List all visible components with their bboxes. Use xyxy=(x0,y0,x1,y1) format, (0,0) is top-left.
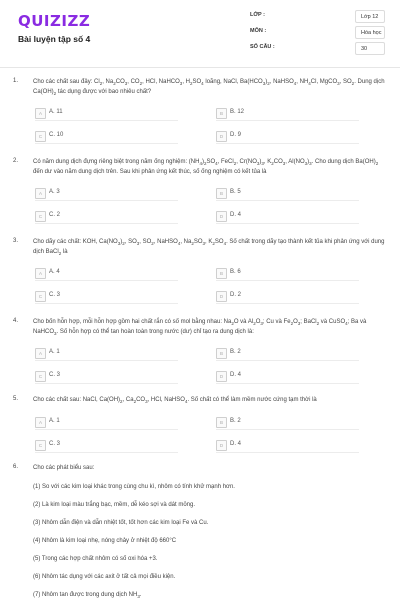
option-underline xyxy=(35,429,178,430)
option-key-box: D xyxy=(216,131,227,142)
option-text: C. 2 xyxy=(49,212,61,218)
option-text: B. 2 xyxy=(230,349,241,355)
option-underline xyxy=(35,452,178,453)
option-underline xyxy=(216,429,359,430)
option-b[interactable] xyxy=(216,108,359,121)
question-number: 4. xyxy=(13,318,19,324)
option-c[interactable] xyxy=(35,211,178,224)
question-number: 5. xyxy=(13,396,19,402)
option-d[interactable] xyxy=(216,440,359,453)
option-key-box: A xyxy=(35,268,46,279)
option-key-box: D xyxy=(216,440,227,451)
option-underline xyxy=(35,143,178,144)
option-text: C. 3 xyxy=(49,372,61,378)
option-c[interactable] xyxy=(35,131,178,144)
option-text: D. 2 xyxy=(230,292,242,298)
option-underline xyxy=(35,383,178,384)
option-underline xyxy=(35,200,178,201)
option-text: D. 9 xyxy=(230,132,242,138)
option-key-box: D xyxy=(216,291,227,302)
question-text: Cho các chất sau đây: $Cl_2$, $Na_2CO_3$, $CO_2$, HCl, NaHCO$_3$, $H_2SO_4$ loãng, NaCl, $Ba(HCO_3)_2$, NaHSO$_4$, $NH_4Cl$, MgCO$_3$, $SO_2$. Dung dịch $Ca(OH)_2$ tác dụng được với bao nhiêu chất? xyxy=(33,79,385,97)
option-text: B. 2 xyxy=(230,418,241,424)
header-divider xyxy=(0,67,400,68)
option-c[interactable] xyxy=(35,371,178,384)
option-key-box: A xyxy=(35,348,46,359)
option-b[interactable] xyxy=(216,268,359,281)
meta-value: Lớp 12 xyxy=(355,10,385,23)
option-d[interactable] xyxy=(216,211,359,224)
option-text: A. 1 xyxy=(49,349,60,355)
question-text: Có năm dung dịch đựng riêng biệt trong năm ống nghiệm: $(NH_4)_2SO_4$, FeCl$_2$, $Cr(NO_3)_3$, $K_2CO_3$, $Al(NO_3)_3$. Cho dung dịch $Ba(OH)_2$ đến dư vào năm dung dịch trên. Sau khi phản ứng kết thúc, số ống nghiệm có kết tủa là xyxy=(33,159,379,176)
option-a[interactable] xyxy=(35,268,178,281)
worksheet-header xyxy=(0,0,400,68)
option-key-box: A xyxy=(35,108,46,119)
meta-value: 30 xyxy=(355,42,385,55)
meta-value: Hóa học xyxy=(355,26,385,39)
question-text: Cho bốn hỗn hợp, mỗi hỗn hợp gồm hai chất rắn có số mol bằng nhau: $Na_2O$ và $Al_2O_3$; Cu và $Fe_2O_3$; BaCl$_2$ và CuSO$_4$; Ba và NaHCO$_3$. Số hỗn hợp có thể tan hoàn toàn trong nước (dư) chỉ tạo ra dung dịch là: xyxy=(33,319,367,337)
option-text: C. 3 xyxy=(49,292,61,298)
option-underline xyxy=(216,452,359,453)
option-text: A. 11 xyxy=(49,109,63,115)
option-text: C. 10 xyxy=(49,132,64,138)
option-text: A. 1 xyxy=(49,418,60,424)
question-number: 6. xyxy=(13,464,19,470)
option-d[interactable] xyxy=(216,291,359,304)
option-underline xyxy=(216,383,359,384)
question-text: Cho dãy các chất: KOH, $Ca(NO_3)_2$, $SO_3$, $SO_2$, NaHSO$_4$, $Na_2SO_3$, $K_2SO_4$. Số chất trong dãy tạo thành kết tủa khi phản ứng với dung dịch BaCl$_2$ là xyxy=(33,239,385,257)
option-text: B. 5 xyxy=(230,189,241,195)
option-underline xyxy=(216,200,359,201)
question-number: 2. xyxy=(13,158,19,164)
option-underline xyxy=(216,303,359,304)
statement-1: (1) So với các kim loại khác trong cùng chu kì, nhôm có tính khử mạnh hơn. xyxy=(33,484,235,490)
option-b[interactable] xyxy=(216,188,359,201)
option-b[interactable] xyxy=(216,348,359,361)
option-text: B. 6 xyxy=(230,269,241,275)
option-key-box: D xyxy=(216,211,227,222)
option-text: C. 3 xyxy=(49,441,61,447)
option-underline xyxy=(35,120,178,121)
option-b[interactable] xyxy=(216,417,359,430)
statement-2: (2) Là kim loại màu trắng bạc, mềm, dễ kéo sợi và dát mỏng. xyxy=(33,502,196,508)
worksheet-meta xyxy=(250,10,390,58)
quizizz-logo: QUIZIZZ xyxy=(18,12,91,30)
option-key-box: B xyxy=(216,417,227,428)
option-c[interactable] xyxy=(35,440,178,453)
option-underline xyxy=(216,223,359,224)
option-a[interactable] xyxy=(35,417,178,430)
option-text: D. 4 xyxy=(230,372,242,378)
option-underline xyxy=(35,280,178,281)
option-text: D. 4 xyxy=(230,212,242,218)
meta-label: LỚP : xyxy=(250,12,265,18)
option-key-box: B xyxy=(216,348,227,359)
worksheet-title: Bài luyện tập số 4 xyxy=(18,34,91,44)
option-key-box: B xyxy=(216,188,227,199)
option-a[interactable] xyxy=(35,108,178,121)
question-number: 3. xyxy=(13,238,19,244)
option-key-box: C xyxy=(35,131,46,142)
statement-5: (5) Trong các hợp chất nhôm có số oxi hóa +3. xyxy=(33,556,158,562)
meta-row-subject xyxy=(250,26,390,41)
statement-6: (6) Nhôm tác dụng với các axit ở tất cả mọi điều kiện. xyxy=(33,574,176,580)
option-key-box: C xyxy=(35,211,46,222)
option-text: A. 3 xyxy=(49,189,60,195)
option-key-box: C xyxy=(35,371,46,382)
statement-4: (4) Nhôm là kim loại nhẹ, nóng chảy ở nhiệt độ 660°C xyxy=(33,538,177,544)
option-underline xyxy=(35,223,178,224)
option-text: B. 12 xyxy=(230,109,245,115)
option-key-box: A xyxy=(35,188,46,199)
option-key-box: C xyxy=(35,291,46,302)
statement-7: (7) Nhôm tan được trong dung dịch $NH_3$. xyxy=(33,592,142,600)
option-a[interactable] xyxy=(35,348,178,361)
option-key-box: C xyxy=(35,440,46,451)
option-underline xyxy=(216,360,359,361)
option-underline xyxy=(216,143,359,144)
meta-row-class xyxy=(250,10,390,25)
option-key-box: B xyxy=(216,268,227,279)
option-underline xyxy=(216,280,359,281)
question-text: Cho các chất sau: NaCl, $Ca(OH)_2$, $Ca_2CO_3$, HCl, NaHSO$_4$. Số chất có thể làm mềm nước cứng tạm thời là xyxy=(33,397,317,405)
statement-3: (3) Nhôm dẫn điện và dẫn nhiệt tốt, tốt hơn các kim loại Fe và Cu. xyxy=(33,520,209,526)
option-a[interactable] xyxy=(35,188,178,201)
option-underline xyxy=(216,120,359,121)
option-underline xyxy=(35,360,178,361)
option-text: A. 4 xyxy=(49,269,60,275)
option-key-box: B xyxy=(216,108,227,119)
question-number: 1. xyxy=(13,78,19,84)
meta-row-count xyxy=(250,42,390,57)
option-underline xyxy=(35,303,178,304)
meta-label: SỐ CÂU : xyxy=(250,44,275,50)
option-key-box: D xyxy=(216,371,227,382)
question-text: Cho các phát biểu sau: xyxy=(33,465,95,471)
option-c[interactable] xyxy=(35,291,178,304)
option-key-box: A xyxy=(35,417,46,428)
option-text: D. 4 xyxy=(230,441,242,447)
option-d[interactable] xyxy=(216,371,359,384)
meta-label: MÔN : xyxy=(250,28,267,34)
option-d[interactable] xyxy=(216,131,359,144)
